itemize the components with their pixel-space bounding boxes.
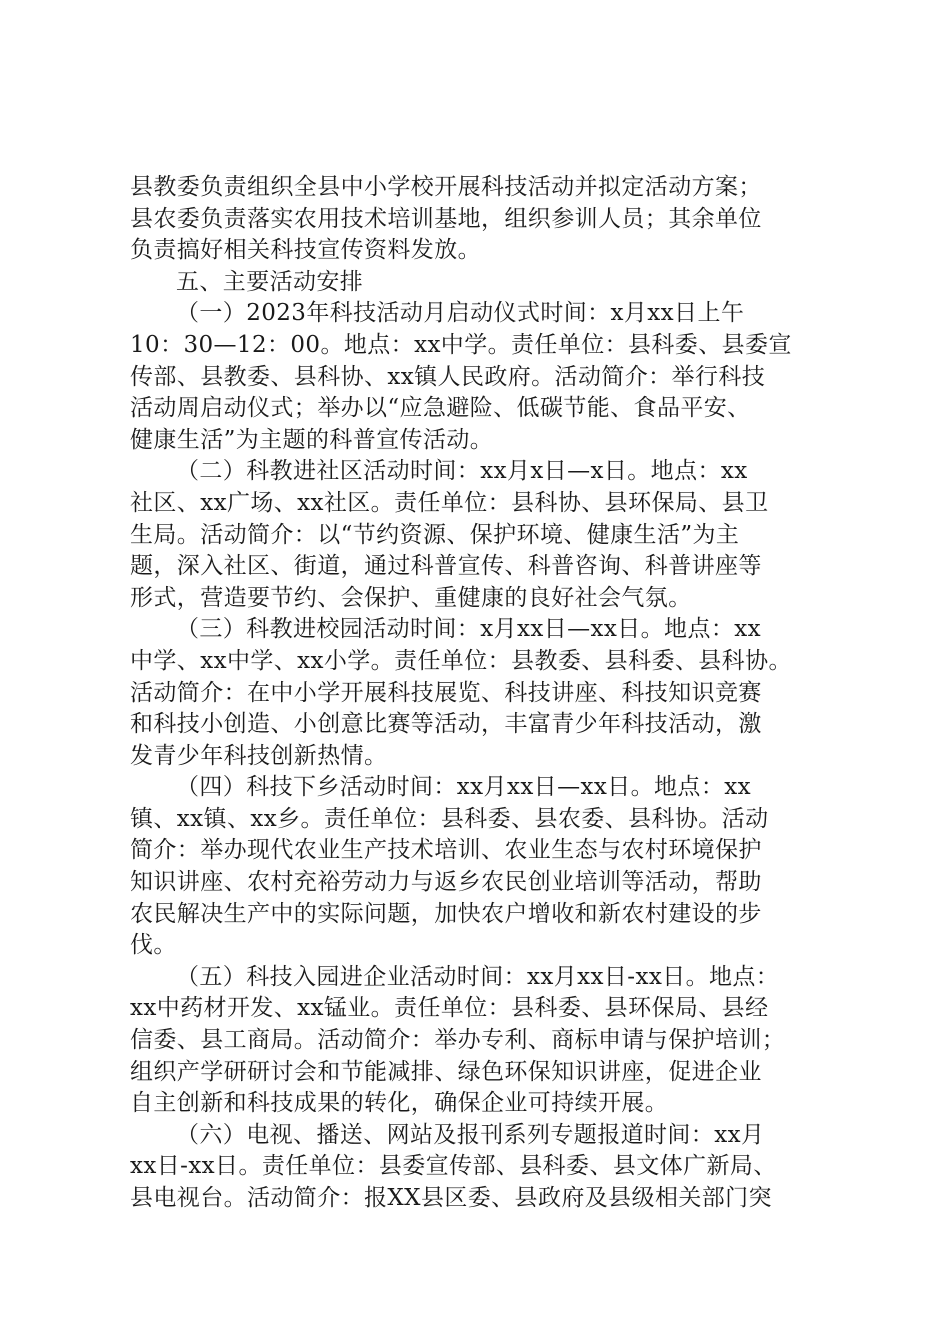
section-heading: 五、主要活动安排	[176, 268, 364, 295]
item-heading: （二）科教进社区活动时间：xx月x日—x日。地点：xx	[176, 458, 748, 485]
item-heading: （四）科技下乡活动时间：xx月xx日—xx日。地点：xx	[176, 774, 751, 801]
text-line: 县电视台。活动简介：报XX县区委、县政府及县级相关部门突	[130, 1185, 772, 1211]
item-heading: （五）科技入园进企业活动时间：xx月xx日-xx日。地点：	[176, 963, 780, 990]
text-line: 和科技小创造、小创意比赛等活动，丰富青少年科技活动，激	[130, 711, 762, 738]
text-line: 县教委负责组织全县中小学校开展科技活动并拟定活动方案；	[130, 174, 762, 200]
document-body	[130, 172, 830, 1215]
text-line: 10：30—12：00。地点：xx中学。责任单位：县科委、县委宣	[130, 331, 792, 358]
text-line: 题，深入社区、街道，通过科普宣传、科普咨询、科普讲座等	[130, 553, 762, 580]
text-line: 知识讲座、农村充裕劳动力与返乡农民创业培训等活动，帮助	[130, 869, 762, 896]
text-line: 镇、xx镇、xx乡。责任单位：县科委、县农委、县科协。活动	[130, 805, 769, 832]
text-line: 县农委负责落实农用技术培训基地，组织参训人员；其余单位	[130, 205, 762, 232]
text-line: 中学、xx中学、xx小学。责任单位：县教委、县科委、县科协。	[130, 647, 792, 674]
text-line: 负责搞好相关科技宣传资料发放。	[130, 237, 481, 264]
text-line: xx日-xx日。责任单位：县委宣传部、县科委、县文体广新局、	[130, 1153, 777, 1180]
text-line: 简介：举办现代农业生产技术培训、农业生态与农村环境保护	[130, 837, 762, 864]
text-line: 发青少年科技创新热情。	[130, 742, 388, 769]
text-line: 形式，营造要节约、会保护、重健康的良好社会气氛。	[130, 584, 692, 611]
text-line: 自主创新和科技成果的转化，确保企业可持续开展。	[130, 1090, 669, 1117]
item-heading: （三）科教进校园活动时间：x月xx日—xx日。地点：xx	[176, 616, 761, 643]
text-line: xx中药材开发、xx锰业。责任单位：县科委、县环保局、县经	[130, 995, 769, 1022]
text-line: 组织产学研研讨会和节能减排、绿色环保知识讲座，促进企业	[130, 1058, 762, 1085]
text-line: 农民解决生产中的实际问题，加快农户增收和新农村建设的步	[130, 900, 762, 927]
text-line: 活动周启动仪式；举办以“应急避险、低碳节能、食品平安、	[130, 395, 751, 422]
text-line: 伐。	[130, 932, 177, 959]
text-line: 社区、xx广场、xx社区。责任单位：县科协、县环保局、县卫	[130, 489, 769, 516]
item-heading: （六）电视、播送、网站及报刊系列专题报道时间：xx月	[176, 1121, 765, 1148]
item-heading: （一）2023年科技活动月启动仪式时间：x月xx日上午	[176, 300, 745, 327]
text-line: 信委、县工商局。活动简介：举办专利、商标申请与保护培训；	[130, 1027, 786, 1054]
text-line: 健康生活”为主题的科普宣传活动。	[130, 426, 494, 453]
text-line: 活动简介：在中小学开展科技展览、科技讲座、科技知识竞赛	[130, 679, 762, 706]
text-line: 传部、县教委、县科协、xx镇人民政府。活动简介：举行科技	[130, 363, 766, 390]
text-line: 生局。活动简介：以“节约资源、保护环境、健康生活”为主	[130, 521, 740, 548]
